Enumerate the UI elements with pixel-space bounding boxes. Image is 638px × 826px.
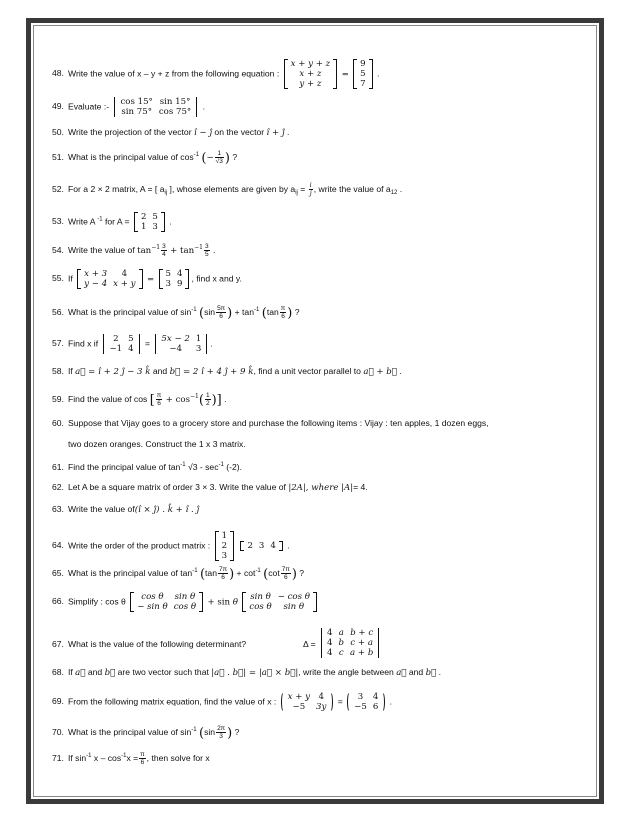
question-56: 56. What is the principal value of $\sin^{-1} (\sin$ $\frac{5\pi}{6}$ ) + $\tan^{-1} (\tan$ $\frac{\pi}{6}$ ) ? [52,305,300,321]
determinant-lhs: 2 5 −1 4 [102,334,140,354]
question-69: 69. From the following matrix equation, find the value of x : x + y 4 −5 3y = 3 4 −5 6 . [52,692,393,712]
question-53: 53. Write A $^{-1}$ for A = 2 5 1 3 . [52,212,172,232]
column-matrix: 1 2 3 [215,531,234,561]
question-60-line2: two dozen oranges. Construct the 1 x 3 matrix. [68,439,246,449]
determinant-rhs: 5x − 2 1 −4 3 [154,334,208,354]
question-67: 67. What is the value of the following determinant? Δ = 4 a b + c 4 b c + a 4 c a + b [52,628,592,658]
question-61: 61. Find the principal value of $\tan^{-1} √3 - \sec^{-1} (-2)$. [52,462,242,472]
question-62: 62. Let A be a square matrix of order 3 × 3. Write the value of |2A|, where |A|= 4. [52,482,368,493]
question-71: 71. If $\sin^{-1} x - \cos^{-1}x$ = $\frac{\pi}{6}$ , then solve for x [52,751,210,767]
question-64: 64. Write the order of the product matrix : 1 2 3 2 3 4 . [52,531,290,561]
question-65: 65. What is the principal value of $\tan^{-1} (\tan$ $\frac{7\pi}{6}$ ) + $\cot^{-1} (\cot$ $\frac{7\pi}{6}$ ) ? [52,566,305,582]
matrix-lhs: x + y 4 −5 3y [281,692,334,712]
matrix-a: 2 5 1 3 [134,212,165,232]
question-51: 51. What is the principal value of $\cos^{-1}$ (− $\frac{1}{√3}$ ) ? [52,150,238,166]
question-57: 57. Find x if 2 5 −1 4 = 5x − 2 1 −4 3 . [52,334,213,354]
question-55: 55. If x + 3 4 y − 4 x + y = 5 4 3 9 , find x and y. [52,269,242,289]
question-66: 66. Simplify : cos θ cos θ sin θ − sin θ cos θ + sin θ sin θ − cos θ cos θ sin θ [52,592,592,612]
matrix-rhs: 3 4 −5 6 [347,692,385,712]
question-54: 54. Write the value of $\tan^{-1}$ $\frac{3}{4}$ + $\tan^{-1}$ $\frac{3}{5}$ . [52,243,216,259]
question-70: 70. What is the principal value of $\sin^{-1} (\sin$ $\frac{2\pi}{3}$ ) ? [52,725,240,741]
matrix-lhs: x + 3 4 y − 4 x + y [77,269,142,289]
question-63: 63. Write the value of(î × ĵ) . k̂ + î . ĵ [52,504,200,515]
question-58: 58. If a⃗ = î + 2 ĵ − 3 k̂ and b⃗ = 2 î + 4 ĵ + 9 k̂, find a unit vector parallel to a⃗ + b⃗ . [52,366,402,377]
question-52: 52. For a 2 × 2 matrix, A = [ $a_{ij}$ ], whose elements are given by $a_{ij}$ = $\frac{i}{j}$ , write the value of $a_{12}$ . [52,181,403,197]
matrix-cos: cos θ sin θ − sin θ cos θ [130,592,203,612]
question-68: 68. If a⃗ and b⃗ are two vector such that |a⃗ . b⃗| = |a⃗ × b⃗|, write the angle between a⃗ and b⃗ . [52,667,442,678]
matrix-rhs: 9 5 7 [353,59,372,89]
question-48: 48. Write the value of x – y + z from the following equation : x + y + z x + z y + z = 9 5 7 . [52,59,380,89]
question-60: 60. Suppose that Vijay goes to a grocery store and purchase the following items : Vijay : ten apples, 1 dozen eggs, [52,418,489,428]
question-49: 49. Evaluate :- cos 15° sin 15° sin 75° cos 75° . [52,97,206,117]
row-matrix: 2 3 4 [240,541,282,551]
determinant: cos 15° sin 15° sin 75° cos 75° [113,97,198,117]
matrix-lhs: x + y + z x + z y + z [284,59,338,89]
matrix-sin: sin θ − cos θ cos θ sin θ [242,592,317,612]
question-59: 59. Find the value of cos [ $\frac{\pi}{6}$ + $\cos^{-1}$( $\frac{1}{2}$ )] . [52,392,227,408]
question-50: 50. Write the projection of the vector î − ĵ on the vector î + ĵ . [52,127,290,138]
determinant: 4 a b + c 4 b c + a 4 c a + b [320,628,380,658]
matrix-rhs: 5 4 3 9 [159,269,190,289]
